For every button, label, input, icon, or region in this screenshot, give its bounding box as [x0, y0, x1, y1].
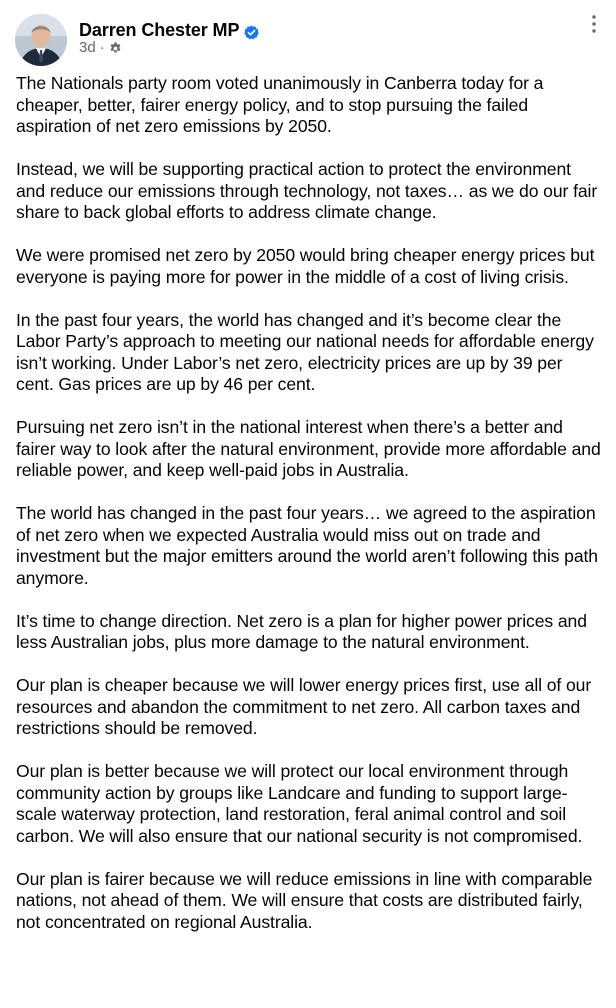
- post-paragraph: It’s time to change direction. Net zero is a plan for higher power prices and less Australian jobs, plus more damage to the natural environment.: [16, 610, 587, 652]
- post-paragraph: The world has changed in the past four years… we agreed to the aspiration of net zero when we expected Australia would miss out on trade and investment but the major emitters around the world aren’t following this path anymore.: [16, 503, 598, 588]
- settings-gear-icon[interactable]: [109, 42, 122, 55]
- post-paragraph: The Nationals party room voted unanimously in Canberra today for a cheaper, better, fairer energy policy, and to stop pursuing the failed aspiration of net zero emissions by 2050.: [16, 73, 544, 136]
- post-paragraph: Our plan is fairer because we will reduce emissions in line with comparable nations, not ahead of them. We will ensure that costs are distributed fairly, not concentrated on regional Australia.: [16, 868, 593, 932]
- post-paragraph: Pursuing net zero isn’t in the national interest when there’s a better and fairer way to look after the natural environment, provide more affordable and reliable power, and keep well-paid jobs in Australia.: [16, 417, 601, 480]
- post-paragraph: We were promised net zero by 2050 would bring cheaper energy prices but everyone is paying more for power in the middle of a cost of living crisis.: [16, 245, 595, 287]
- post-paragraph: Our plan is better because we will protect our local environment through community action by groups like Landcare and funding to support large-scale waterway protection, land restoration, feral animal control and soil carbon. We will also ensure that our national security is not compromised.: [16, 761, 583, 846]
- verified-badge-icon: [244, 23, 259, 38]
- post-paragraph: Our plan is cheaper because we will lower energy prices first, use all of our resources and abandon the commitment to net zero. All carbon taxes and restrictions should be removed.: [16, 675, 592, 738]
- author-name-row: [79, 19, 259, 41]
- post-timestamp[interactable]: 3d: [79, 39, 96, 56]
- author-avatar[interactable]: [15, 14, 67, 66]
- more-options-button[interactable]: [584, 14, 604, 34]
- post-meta: [79, 39, 122, 57]
- avatar-photo: [15, 14, 67, 66]
- post-paragraph: In the past four years, the world has changed and it’s become clear the Labor Party’s approach to meeting our national needs for affordable energy isn’t working. Under Labor’s net zero, electricity prices are up by 39 per cent. Gas prices are up by 46 per cent.: [16, 309, 594, 394]
- more-options-icon: [584, 14, 604, 34]
- post-body: [16, 73, 604, 955]
- author-name-link[interactable]: Darren Chester MP: [79, 20, 240, 40]
- meta-separator: ·: [99, 39, 105, 56]
- post-paragraph: Instead, we will be supporting practical action to protect the environment and reduce our emissions through technology, not taxes… as we do our fair share to back global efforts to address climate change.: [16, 159, 598, 222]
